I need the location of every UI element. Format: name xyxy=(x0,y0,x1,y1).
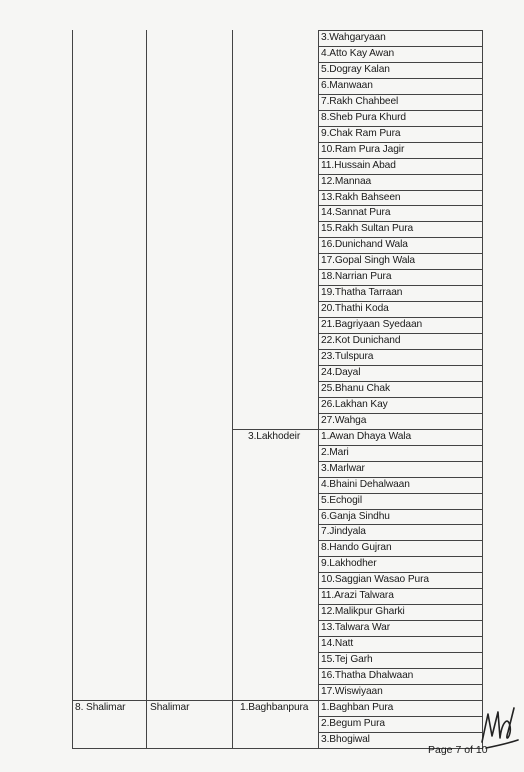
row-divider xyxy=(318,301,483,302)
village-name: 27.Wahga xyxy=(321,414,367,426)
village-name: 13.Rakh Bahseen xyxy=(321,191,401,203)
village-name: 3.Wahgaryaan xyxy=(321,32,386,43)
row-divider xyxy=(318,142,483,143)
row-divider xyxy=(318,205,483,206)
village-name: 3.Bhogiwal xyxy=(321,733,370,745)
village-name: 5.Dogray Kalan xyxy=(321,63,390,75)
union-council-name: 3.Lakhodeir xyxy=(248,430,301,442)
village-name: 21.Bagriyaan Syedaan xyxy=(321,319,423,331)
village-name: 12.Malikpur Gharki xyxy=(321,606,405,618)
row-divider xyxy=(318,445,483,446)
column-divider xyxy=(72,30,73,748)
column-divider xyxy=(482,30,483,748)
village-name: 1.Awan Dhaya Wala xyxy=(321,430,412,442)
row-divider xyxy=(318,461,483,462)
row-divider xyxy=(318,524,483,525)
row-divider xyxy=(318,429,483,430)
village-name: 9.Lakhodher xyxy=(321,558,377,570)
village-name: 26.Lakhan Kay xyxy=(321,398,388,410)
row-divider xyxy=(318,716,483,717)
row-divider xyxy=(318,604,483,605)
row-divider xyxy=(318,190,483,191)
village-name: 9.Chak Ram Pura xyxy=(321,127,401,139)
row-divider xyxy=(318,333,483,334)
village-name: 6.Ganja Sindhu xyxy=(321,510,390,522)
village-name: 17.Wiswiyaan xyxy=(321,685,383,697)
row-divider xyxy=(318,477,483,478)
village-name: 4.Bhaini Dehalwaan xyxy=(321,478,410,490)
row-divider xyxy=(318,349,483,350)
village-name: 3.Marlwar xyxy=(321,462,365,474)
row-divider xyxy=(318,413,483,414)
row-divider xyxy=(318,221,483,222)
village-name: 8.Sheb Pura Khurd xyxy=(321,111,406,123)
village-name: 22.Kot Dunichand xyxy=(321,335,401,347)
row-divider xyxy=(318,620,483,621)
row-divider xyxy=(318,46,483,47)
village-name: 10.Ram Pura Jagir xyxy=(321,143,405,155)
village-name: 17.Gopal Singh Wala xyxy=(321,255,415,267)
row-divider xyxy=(318,540,483,541)
village-name: 7.Rakh Chahbeel xyxy=(321,95,399,107)
row-divider xyxy=(318,588,483,589)
row-divider xyxy=(72,748,483,749)
row-divider xyxy=(318,285,483,286)
row-divider xyxy=(318,652,483,653)
row-divider xyxy=(318,126,483,127)
row-divider xyxy=(318,636,483,637)
village-name: 2.Mari xyxy=(321,446,349,458)
row-divider xyxy=(232,429,318,430)
tehsil-name: Shalimar xyxy=(150,701,190,713)
row-divider xyxy=(318,381,483,382)
row-divider xyxy=(318,158,483,159)
village-name: 14.Natt xyxy=(321,638,354,650)
row-divider xyxy=(318,62,483,63)
village-name: 18.Narrian Pura xyxy=(321,271,392,283)
village-name: 11.Hussain Abad xyxy=(321,159,396,171)
row-divider xyxy=(318,684,483,685)
village-name: 16.Dunichand Wala xyxy=(321,239,408,251)
row-divider xyxy=(318,668,483,669)
village-name: 19.Thatha Tarraan xyxy=(321,287,403,299)
row-divider xyxy=(318,397,483,398)
village-name: 12.Mannaa xyxy=(321,175,372,187)
column-divider xyxy=(146,30,147,748)
village-name: 2.Begum Pura xyxy=(321,717,385,729)
village-name: 5.Echogil xyxy=(321,494,363,506)
row-divider xyxy=(318,110,483,111)
village-name: 24.Dayal xyxy=(321,366,361,378)
village-name: 13.Talwara War xyxy=(321,622,390,634)
village-name: 10.Saggian Wasao Pura xyxy=(321,574,429,586)
village-name: 14.Sannat Pura xyxy=(321,207,391,219)
union-council-name: 1.Baghbanpura xyxy=(240,701,309,713)
village-name: 4.Atto Kay Awan xyxy=(321,47,395,59)
village-name: 8.Hando Gujran xyxy=(321,542,392,554)
row-divider xyxy=(318,174,483,175)
village-name: 16.Thatha Dhalwaan xyxy=(321,670,414,681)
column-divider xyxy=(318,30,319,748)
village-name: 1.Baghban Pura xyxy=(321,701,394,713)
village-name: 20.Thathi Koda xyxy=(321,303,389,315)
row-divider xyxy=(318,237,483,238)
village-name: 15.Tej Garh xyxy=(321,654,373,666)
row-divider xyxy=(318,253,483,254)
row-divider xyxy=(72,700,318,701)
row-divider xyxy=(318,30,483,31)
row-divider xyxy=(318,78,483,79)
village-name: 7.Jindyala xyxy=(321,526,366,538)
row-divider xyxy=(318,700,483,701)
handwritten-signature xyxy=(478,702,522,763)
page-number: Page 7 of 10 xyxy=(428,744,488,756)
village-name: 11.Arazi Talwara xyxy=(321,590,394,602)
village-name: 15.Rakh Sultan Pura xyxy=(321,223,414,235)
village-name: 23.Tulspura xyxy=(321,351,374,362)
serial-constituency: 8. Shalimar xyxy=(75,701,126,713)
row-divider xyxy=(318,317,483,318)
row-divider xyxy=(318,365,483,366)
row-divider xyxy=(318,509,483,510)
column-divider xyxy=(232,30,233,748)
row-divider xyxy=(318,94,483,95)
village-name: 6.Manwaan xyxy=(321,79,373,91)
row-divider xyxy=(318,556,483,557)
row-divider xyxy=(318,269,483,270)
row-divider xyxy=(318,732,483,733)
village-name: 25.Bhanu Chak xyxy=(321,382,390,394)
row-divider xyxy=(318,572,483,573)
row-divider xyxy=(318,493,483,494)
